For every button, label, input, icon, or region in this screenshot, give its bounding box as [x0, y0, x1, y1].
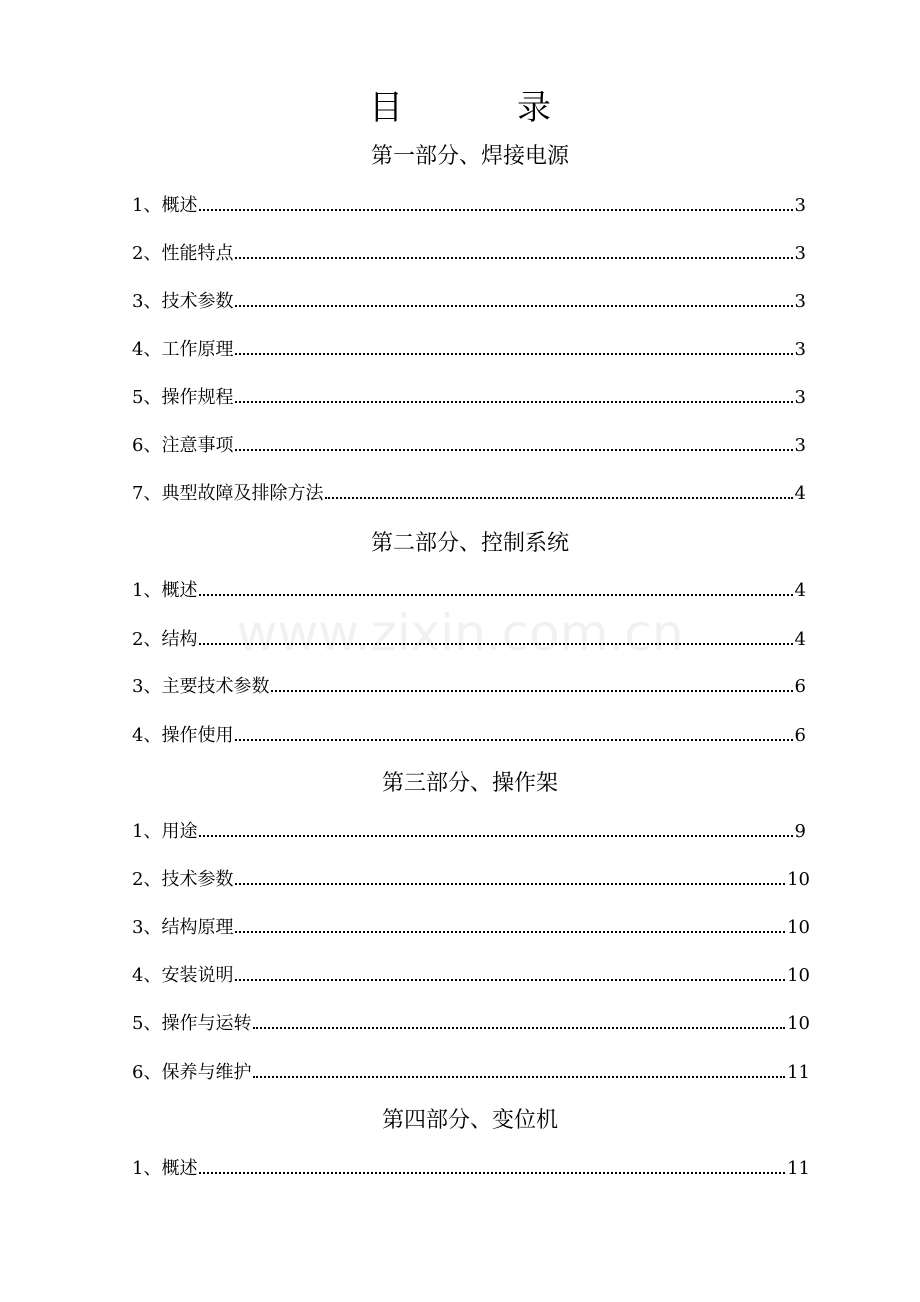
toc-entry-page: 10	[787, 965, 810, 986]
toc-entry[interactable]	[132, 1155, 810, 1183]
toc-entry[interactable]	[132, 962, 810, 990]
dot-leader	[235, 447, 792, 451]
toc-entry-page: 10	[787, 917, 810, 938]
toc-entry-label: 3、技术参数	[132, 291, 234, 312]
toc-entry[interactable]	[132, 288, 806, 316]
watermark: www.zixin.com.cn	[236, 604, 684, 662]
toc-entry-page: 3	[794, 243, 806, 264]
dot-leader	[235, 929, 785, 933]
toc-entry-page: 3	[794, 195, 806, 216]
dot-leader	[199, 833, 792, 837]
toc-entry-page: 6	[794, 725, 806, 746]
dot-leader	[325, 495, 792, 499]
dot-leader	[235, 881, 785, 885]
dot-leader	[271, 688, 792, 692]
toc-entry-label: 1、用途	[132, 821, 198, 842]
toc-entry-label: 5、操作与运转	[132, 1013, 252, 1034]
toc-entry-page: 11	[787, 1158, 810, 1179]
toc-entry-label: 2、技术参数	[132, 869, 234, 890]
toc-entry-label: 4、操作使用	[132, 725, 234, 746]
toc-entry-label: 6、保养与维护	[132, 1062, 252, 1083]
toc-entry-label: 4、安装说明	[132, 965, 234, 986]
toc-entry[interactable]	[132, 240, 806, 268]
toc-entry[interactable]	[132, 336, 806, 364]
dot-leader	[235, 977, 785, 981]
toc-entry[interactable]	[132, 432, 806, 460]
dot-leader	[235, 399, 792, 403]
toc-entry[interactable]	[132, 577, 806, 605]
toc-entry-label: 7、典型故障及排除方法	[132, 483, 324, 504]
toc-entry[interactable]	[132, 673, 806, 701]
dot-leader	[199, 1170, 785, 1174]
toc-entry[interactable]	[132, 914, 810, 942]
dot-leader	[235, 303, 792, 307]
toc-entry-label: 4、工作原理	[132, 339, 234, 360]
toc-entry-label: 2、性能特点	[132, 243, 234, 264]
toc-entry-page: 10	[787, 869, 810, 890]
dot-leader	[199, 592, 792, 596]
toc-entry-page: 4	[794, 483, 806, 504]
toc-entry-page: 3	[794, 291, 806, 312]
dot-leader	[199, 641, 792, 645]
toc-entry[interactable]	[132, 384, 806, 412]
section-heading: 第三部分、操作架	[381, 771, 558, 796]
dot-leader	[253, 1074, 785, 1078]
toc-entry-page: 4	[794, 580, 806, 601]
toc-entry-label: 6、注意事项	[132, 435, 234, 456]
toc-entry[interactable]	[132, 818, 806, 846]
toc-entry-label: 2、结构	[132, 629, 198, 650]
toc-entry[interactable]	[132, 722, 806, 750]
dot-leader	[235, 737, 792, 741]
toc-entry-page: 10	[787, 1013, 810, 1034]
page-title: 目 录	[369, 88, 591, 128]
section-heading: 第二部分、控制系统	[370, 531, 569, 556]
toc-entry-page: 3	[794, 435, 806, 456]
toc-entry[interactable]	[132, 480, 806, 508]
toc-entry-label: 1、概述	[132, 580, 198, 601]
toc-entry-page: 3	[794, 387, 806, 408]
toc-entry[interactable]	[132, 866, 810, 894]
toc-entry-label: 3、结构原理	[132, 917, 234, 938]
dot-leader	[235, 351, 792, 355]
toc-entry-page: 6	[794, 676, 806, 697]
toc-entry-label: 3、主要技术参数	[132, 676, 270, 697]
section-heading: 第四部分、变位机	[381, 1108, 558, 1133]
toc-entry-page: 11	[787, 1062, 810, 1083]
toc-entry[interactable]	[132, 626, 806, 654]
toc-entry[interactable]	[132, 1059, 810, 1087]
toc-entry-label: 1、概述	[132, 1158, 198, 1179]
dot-leader	[199, 207, 792, 211]
toc-entry-page: 3	[794, 339, 806, 360]
dot-leader	[235, 255, 792, 259]
section-heading: 第一部分、焊接电源	[370, 144, 569, 169]
toc-entry-page: 4	[794, 629, 806, 650]
toc-entry-label: 1、概述	[132, 195, 198, 216]
toc-entry[interactable]	[132, 192, 806, 220]
toc-entry[interactable]	[132, 1010, 810, 1038]
toc-entry-page: 9	[794, 821, 806, 842]
dot-leader	[253, 1025, 785, 1029]
toc-entry-label: 5、操作规程	[132, 387, 234, 408]
